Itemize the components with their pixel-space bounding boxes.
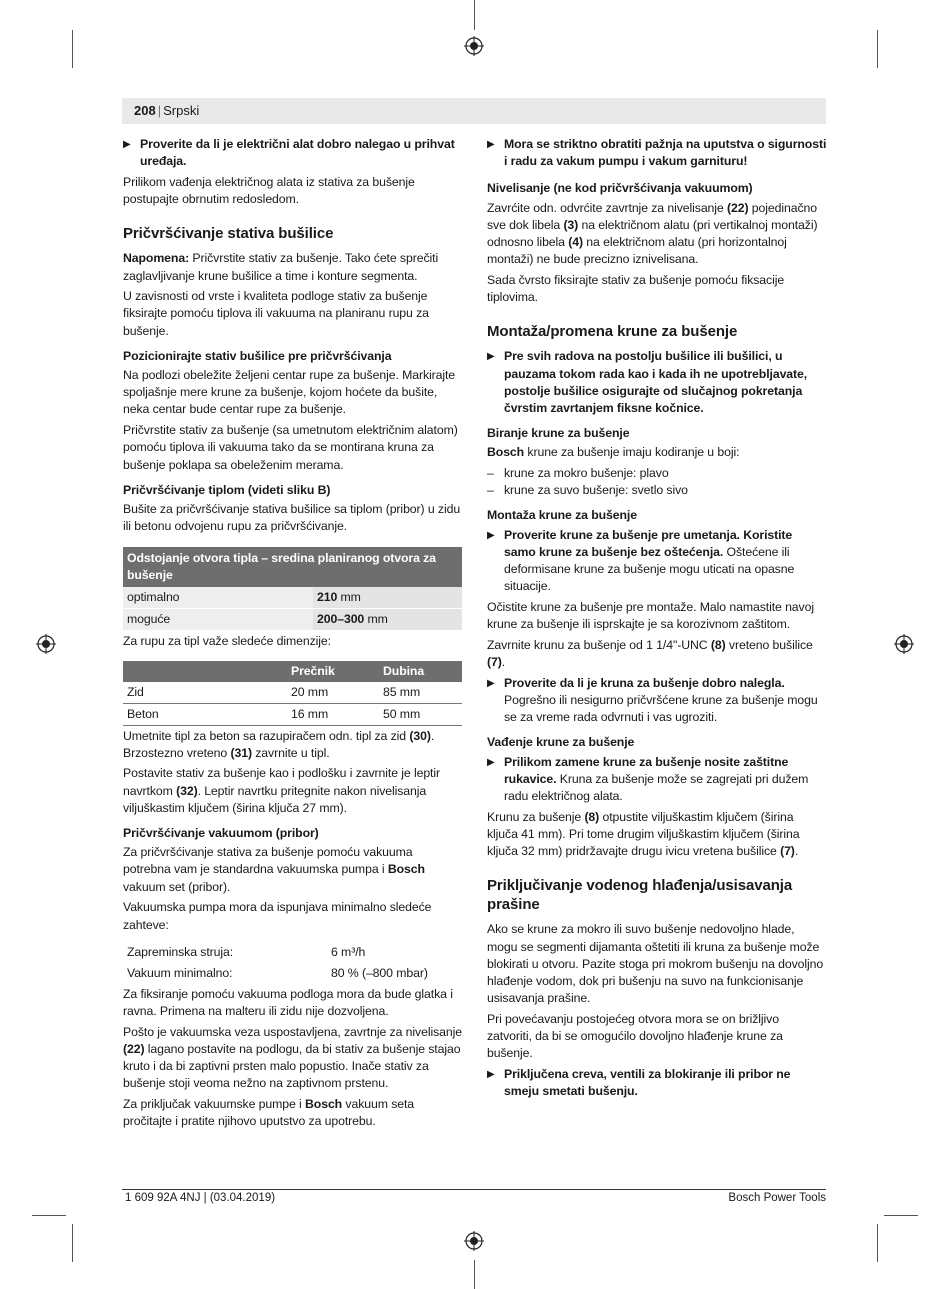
- safety-bullet: ▶ Prilikom zamene krune za bušenje nosite zaštitne rukavice. Kruna za bušenje može se zagrejati pri dužem radu električnog alata.: [487, 754, 827, 806]
- page-header-bar: [122, 98, 826, 124]
- safety-bullet: ▶ Pre svih radova na postolju bušilice ili bušilici, u pauzama tokom rada kao i kada ih ne upotrebljavate, postolje bušilice osigurajte od slučajnog pokretanja čvrstim zavrtanjem fiksne kočnice.: [487, 348, 827, 417]
- paragraph: Za fiksiranje pomoću vakuuma podloga mora da bude glatka i ravna. Primena na malteru ili zidu nije dozvoljena.: [123, 986, 453, 1018]
- paragraph: Očistite krune za bušenje pre montaže. Malo namastite navoj krune za bušenje ili isprskajte je sa korozivnom zaštitom.: [487, 599, 814, 632]
- registration-mark-icon: [464, 1231, 484, 1251]
- subsection-heading: Pozicionirajte stativ bušilice pre pričvršćivanja: [123, 348, 392, 363]
- crop-mark: [32, 1215, 66, 1216]
- table-row: Vakuum minimalno: 80 % (–800 mbar): [127, 965, 428, 980]
- crop-mark: [877, 30, 878, 68]
- safety-bullet: ▶ Mora se striktno obratiti pažnja na uputstva o sigurnosti i radu za vakum pumpu i vakum garnituru!: [487, 136, 827, 170]
- table-row: optimalno 210 mm: [123, 587, 462, 609]
- paragraph: Krunu za bušenje (8) otpustite viljuškastim ključem (širina ključa 41 mm). Pri tome drugim viljuškastim ključem (širina ključa 32 mm) pridržavajte drugu ivicu vretena bušilice (7).: [487, 809, 800, 859]
- paragraph: Umetnite tipl za beton sa razupiračem odn. tipl za zid (30). Brzostezno vreteno (31) zavrnite u tipl.: [123, 728, 435, 760]
- section-heading: Montaža/promena krune za bušenje: [487, 323, 738, 341]
- page-header: [134, 103, 199, 119]
- note-label: Napomena:: [123, 251, 190, 266]
- paragraph: Za rupu za tipl važe sledeće dimenzije:: [123, 634, 331, 649]
- paragraph: Postavite stativ za bušenje kao i podlošku i zavrnite je leptir navrtkom (32). Leptir navrtku pritegnite nakon nivelisanja viljuškastim ključem (širina ključa 27 mm).: [123, 766, 441, 815]
- section-heading: Priključivanje vodenog hlađenja/usisavanja prašine: [487, 877, 793, 914]
- paragraph: Za priključak vakuumske pumpe i Bosch vakuum seta pročitajte i pratite njihovo uputstvo za upotrebu.: [123, 1097, 415, 1129]
- dowel-distance-table: [123, 547, 462, 631]
- table-row: Beton 16 mm 50 mm: [123, 703, 462, 725]
- crop-mark: [877, 1224, 878, 1262]
- right-column: [487, 136, 827, 1104]
- paragraph: U zavisnosti od vrste i kvaliteta podloge stativ za bušenje fiksirajte pomoću tiplova ili vakuuma na planiranu rupu za bušenje.: [123, 289, 429, 338]
- section-heading: Pričvršćivanje stativa bušilice: [123, 225, 334, 243]
- subsection-heading: Vađenje krune za bušenje: [487, 735, 635, 750]
- page-language: Srpski: [163, 103, 200, 118]
- subsection-heading: Montaža krune za bušenje: [487, 508, 637, 523]
- footer-rule: [122, 1189, 826, 1190]
- crop-mark: [72, 30, 73, 68]
- header-separator: |: [157, 103, 162, 118]
- table-header-row: Prečnik Dubina: [123, 661, 462, 682]
- page-number: 208: [134, 103, 156, 118]
- paragraph: Na podlozi obeležite željeni centar rupe za bušenje. Markirajte spoljašnje mere krune za bušenje, kojom hoćete da bušite, neka centar bude centar rupe za bušenje.: [123, 368, 456, 417]
- paragraph: Ako se krune za mokro ili suvo bušenje nedovoljno hlade, mogu se segmenti dijamanta oštetiti ili kruna za bušenje može blokirati u otvoru. Pazite stoga pri mokrom bušenju na dovoljno hlađenje vodom, dok pri bušenju na suvo na funkcionisanje usisavanja prašine.: [487, 922, 824, 1006]
- subsection-heading: Pričvršćivanje tiplom (videti sliku B): [123, 482, 331, 497]
- table-row: Zid 20 mm 85 mm: [123, 682, 462, 704]
- subsection-heading: Pričvršćivanje vakuumom (pribor): [123, 826, 319, 841]
- crop-mark: [884, 1215, 918, 1216]
- table-row: moguće 200–300 mm: [123, 609, 462, 631]
- safety-bullet: ▶ Proverite da li je električni alat dobro nalegao u prihvat uređaja.: [123, 136, 463, 170]
- list-item: – krune za mokro bušenje: plavo: [487, 465, 827, 482]
- paragraph: Sada čvrsto fiksirajte stativ za bušenje pomoću fiksacije tiplovima.: [487, 272, 785, 305]
- paragraph: Za pričvršćivanje stativa za bušenje pomoću vakuuma potrebna vam je standardna vakuumska pumpa i Bosch vakuum set (pribor).: [123, 845, 425, 894]
- paragraph: Pri povećavanju postojećeg otvora mora se on brižljivo zatvoriti, da bi se omogućilo dovoljno hlađenje krune za bušenje.: [487, 1011, 783, 1061]
- list-item: – krune za suvo bušenje: svetlo sivo: [487, 482, 827, 499]
- note-paragraph: Napomena: Pričvrstite stativ za bušenje. Tako ćete sprečiti zaglavljivanje krune bušilice a time i konture segmenta.: [123, 251, 439, 283]
- paragraph: Prilikom vađenja električnog alata iz stativa za bušenje postupajte obrnutim redosledom.: [123, 174, 415, 207]
- safety-bullet: ▶ Proverite da li je kruna za bušenje dobro nalegla. Pogrešno ili nesigurno pričvršćene krune za bušenje mogu se za vreme rada odvrnuti i vas ugroziti.: [487, 675, 827, 727]
- safety-bullet: ▶ Proverite krune za bušenje pre umetanja. Koristite samo krune za bušenje bez oštećenja. Oštećene ili deformisane krune za bušenje mogu uticati na opasne situacije.: [487, 527, 827, 596]
- paragraph: Zavrćite odn. odvrćite zavrtnje za nivelisanje (22) pojedinačno sve dok libela (3) na električnom alatu (pri vertikalnoj montaži) odnosno libela (4) na električnom alatu (pri horizontalnoj montaži) ne bude precizno iznivelisana.: [487, 200, 818, 267]
- paragraph: Pošto je vakuumska veza uspostavljena, zavrtnje za nivelisanje (22) lagano postavite na podlogu, da bi stativ za bušenje stajao kruto i da bi zaptivni prsten malo popustio. Inače stativ za bušenje stoji veoma nežno na zaptivnom prstenu.: [123, 1024, 462, 1091]
- registration-mark-icon: [894, 634, 914, 654]
- subsection-heading: Biranje krune za bušenje: [487, 426, 630, 441]
- registration-mark-icon: [36, 634, 56, 654]
- registration-mark-icon: [464, 36, 484, 56]
- crop-mark: [72, 1224, 73, 1262]
- safety-bullet: ▶ Priključena creva, ventili za blokiranje ili pribor ne smeju smetati bušenju.: [487, 1066, 827, 1100]
- paragraph: Pričvrstite stativ za bušenje (sa umetnutom električnim alatom) pomoću tiplova ili vakuuma tako da se montirana kruna za bušenje poklapa sa obeleženim merama.: [123, 423, 458, 472]
- table-header: Odstojanje otvora tipla – sredina planiranog otvora za bušenje: [123, 547, 462, 587]
- table-row: Zapreminska struja: 6 m³/h: [127, 944, 366, 959]
- subsection-heading: Nivelisanje (ne kod pričvršćivanja vakuumom): [487, 181, 753, 196]
- paragraph: Vakuumska pumpa mora da ispunjava minimalno sledeće zahteve:: [123, 900, 432, 932]
- left-column: [123, 136, 463, 1134]
- footer-brand: Bosch Power Tools: [728, 1192, 826, 1204]
- paragraph: Bosch krune za bušenje imaju kodiranje u boji:: [487, 445, 740, 460]
- vacuum-requirements-table: [123, 942, 462, 984]
- footer-document-code: 1 609 92A 4NJ | (03.04.2019): [125, 1192, 276, 1204]
- paragraph: Bušite za pričvršćivanje stativa bušilice sa tiplom (pribor) u zidu ili betonu odvojenu rupu za pričvršćivanje.: [123, 501, 461, 534]
- crop-mark: [474, 0, 475, 30]
- dowel-hole-table: [123, 661, 462, 726]
- paragraph: Zavrnite krunu za bušenje od 1 1/4"-UNC (8) vreteno bušilice (7).: [487, 637, 813, 670]
- crop-mark: [474, 1260, 475, 1289]
